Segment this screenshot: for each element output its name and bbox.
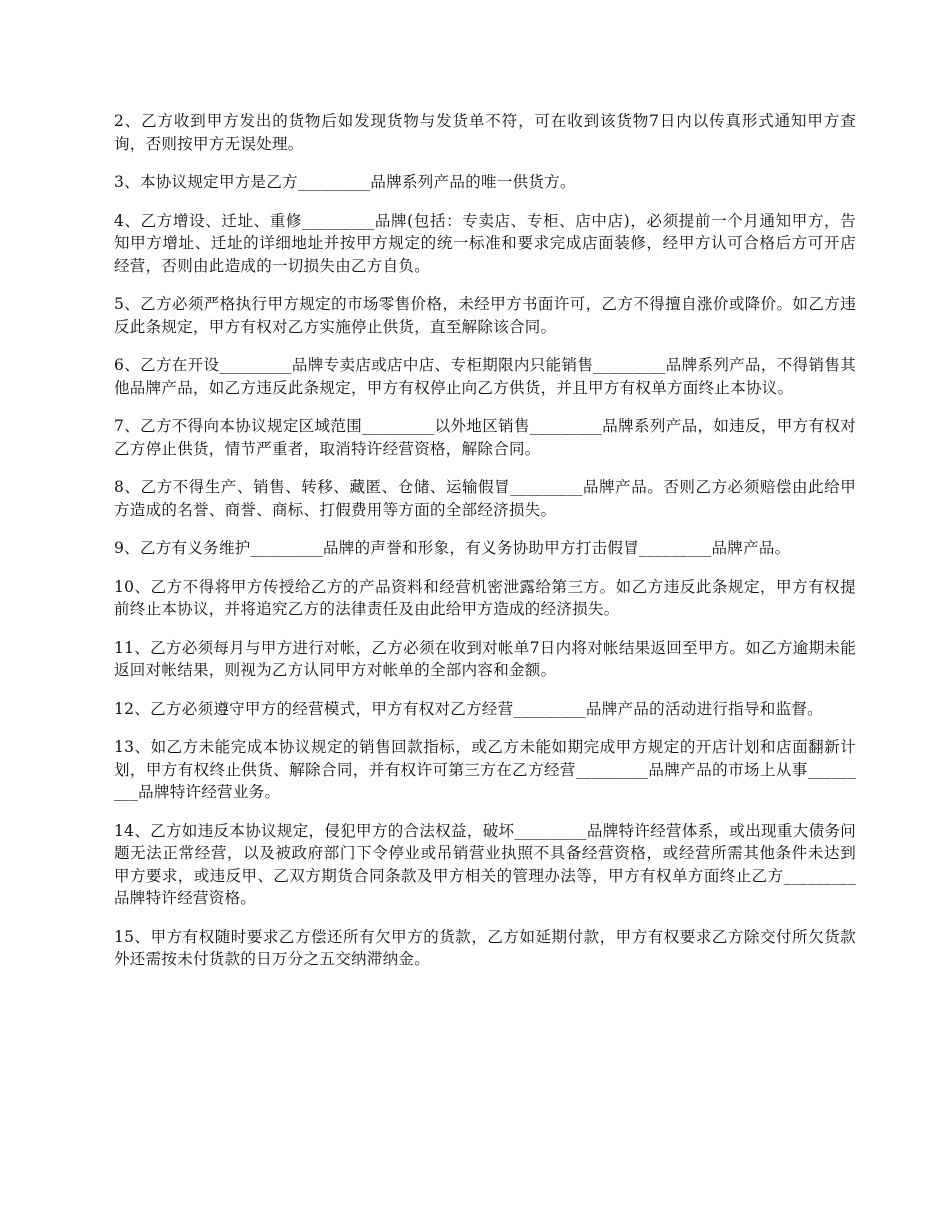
clause-6: 6、乙方在开设_________品牌专卖店或店中店、专柜期限内只能销售_________品牌系列产品，不得销售其他品牌产品，如乙方违反此条规定，甲方有权停止向乙方供货，并且甲方有权单方面终止本协议。 (114, 356, 856, 397)
clause-9: 9、乙方有义务维护_________品牌的声誉和形象，有义务协助甲方打击假冒_________品牌产品。 (114, 539, 791, 557)
clause-8: 8、乙方不得生产、销售、转移、藏匿、仓储、运输假冒_________品牌产品。否则乙方必须赔偿由此给甲方造成的名誉、商誉、商标、打假费用等方面的全部经济损失。 (114, 478, 856, 519)
clause-13: 13、如乙方未能完成本协议规定的销售回款指标，或乙方未能如期完成甲方规定的开店计划和店面翻新计划，甲方有权终止供货、解除合同，并有权许可第三方在乙方经营_________品牌产品的市场上从事_________品牌特许经营业务。 (114, 738, 856, 801)
clause-4: 4、乙方增设、迁址、重修_________品牌(包括：专卖店、专柜、店中店)，必须提前一个月通知甲方，告知甲方增址、迁址的详细地址并按甲方规定的统一标准和要求完成店面装修，经甲方认可合格后方可开店经营，否则由此造成的一切损失由乙方自负。 (114, 211, 856, 275)
clause-11: 11、乙方必须每月与甲方进行对帐，乙方必须在收到对帐单7日内将对帐结果返回至甲方。如乙方逾期未能返回对帐结果，则视为乙方认同甲方对帐单的全部内容和金额。 (114, 638, 856, 679)
clause-3: 3、本协议规定甲方是乙方_________品牌系列产品的唯一供货方。 (114, 173, 576, 191)
clause-12: 12、乙方必须遵守甲方的经营模式，甲方有权对乙方经营_________品牌产品的活动进行指导和监督。 (114, 699, 823, 718)
clause-5: 5、乙方必须严格执行甲方规定的市场零售价格，未经甲方书面许可，乙方不得擅自涨价或降价。如乙方违反此条规定，甲方有权对乙方实施停止供货，直至解除该合同。 (114, 295, 856, 336)
document-body (114, 110, 856, 987)
clause-2: 2、乙方收到甲方发出的货物后如发现货物与发货单不符，可在收到该货物7日内以传真形式通知甲方查询，否则按甲方无误处理。 (114, 112, 856, 153)
clause-14: 14、乙方如违反本协议规定，侵犯甲方的合法权益，破坏_________品牌特许经营体系，或出现重大债务问题无法正常经营，以及被政府部门下令停业或吊销营业执照不具备经营资格，或经营所需其他条件未达到甲方要求，或违反甲、乙双方期货合同条款及甲方相关的管理办法等，甲方有权单方面终止乙方_________品牌特许经营资格。 (114, 821, 856, 907)
clause-7: 7、乙方不得向本协议规定区域范围_________以外地区销售_________品牌系列产品，如违反，甲方有权对乙方停止供货，情节严重者，取消特许经营资格，解除合同。 (114, 417, 856, 458)
clause-15: 15、甲方有权随时要求乙方偿还所有欠甲方的货款，乙方如延期付款，甲方有权要求乙方除交付所欠货款外还需按未付货款的日万分之五交纳滞纳金。 (114, 927, 856, 968)
clause-10: 10、乙方不得将甲方传授给乙方的产品资料和经营机密泄露给第三方。如乙方违反此条规定，甲方有权提前终止本协议，并将追究乙方的法律责任及由此给甲方造成的经济损失。 (114, 577, 856, 618)
